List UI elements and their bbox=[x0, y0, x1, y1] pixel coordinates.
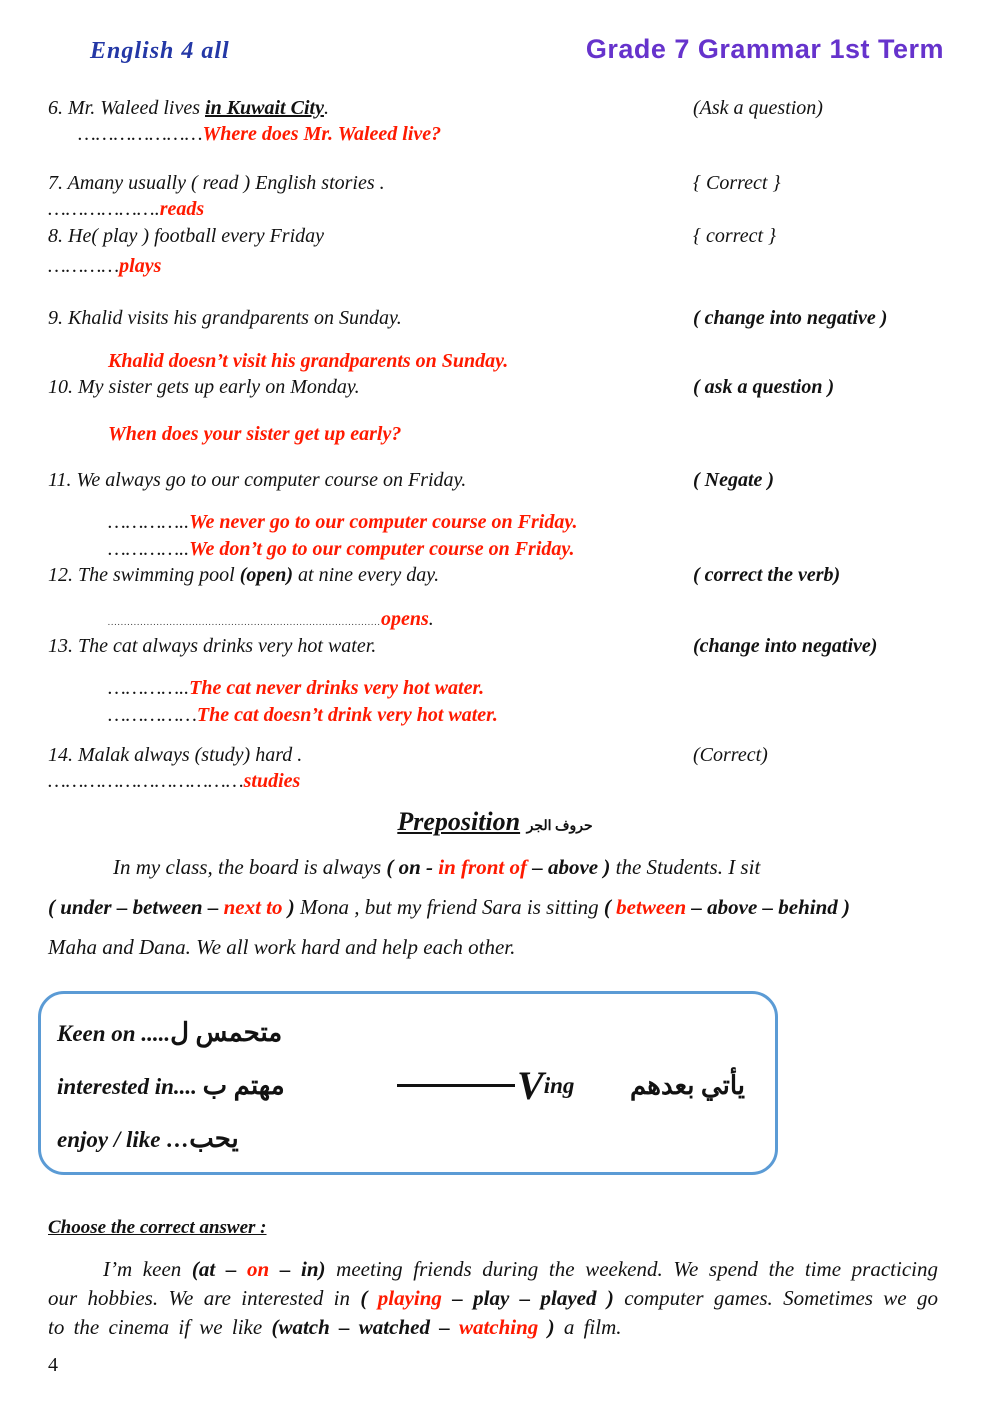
text-segment: at nine every day. bbox=[293, 564, 440, 587]
question-7 bbox=[48, 170, 948, 196]
answer-text: plays bbox=[119, 254, 162, 277]
answer-12 bbox=[48, 606, 948, 632]
text-segment: computer games. Sometimes we go to the cinema if we like bbox=[48, 1285, 938, 1339]
grammar-rule-box bbox=[38, 991, 778, 1175]
question-8-text: 8. He( play ) football every Friday bbox=[48, 224, 325, 247]
answer-11a bbox=[48, 509, 948, 535]
english-phrase: Keen on ..... bbox=[57, 1020, 171, 1046]
choose-paragraph bbox=[48, 1255, 948, 1342]
option-group: – play – played ) bbox=[441, 1285, 614, 1310]
text-segment: meeting friends during the weekend. We spend the time practicing our hobbies. We are interested in bbox=[48, 1256, 938, 1310]
text-segment: 6. Mr. Waleed lives bbox=[48, 97, 206, 119]
question-11-prompt: ( Negate ) bbox=[693, 468, 775, 491]
answer-13a bbox=[48, 675, 948, 701]
chosen-option: on bbox=[247, 1256, 270, 1281]
arabic-note: يأتي بعدهم bbox=[629, 1070, 745, 1100]
section-title-arabic: حروف الجر bbox=[526, 818, 593, 834]
answer-text: We never go to our computer course on Friday. bbox=[189, 511, 578, 534]
v-symbol: V bbox=[517, 1062, 544, 1108]
choose-heading: Choose the correct answer : bbox=[48, 1216, 267, 1238]
preposition-line-3: Maha and Dana. We all work hard and help each other. bbox=[48, 934, 516, 959]
answer-7 bbox=[48, 196, 948, 222]
question-9-prompt: ( change into negative ) bbox=[693, 307, 888, 330]
question-13-prompt: (change into negative) bbox=[693, 634, 878, 657]
dotted-leader: ………….. bbox=[108, 677, 190, 700]
answer-text: We don’t go to our computer course on Friday. bbox=[189, 537, 575, 560]
question-11 bbox=[48, 467, 948, 493]
answer-6 bbox=[48, 121, 948, 147]
chosen-option: playing bbox=[377, 1285, 442, 1310]
question-6-text bbox=[48, 95, 693, 121]
verb-in-brackets: (open) bbox=[239, 564, 294, 587]
english-phrase bbox=[57, 1071, 397, 1101]
answer-text: reads bbox=[159, 198, 205, 221]
answer-text: Where does Mr. Waleed live? bbox=[202, 123, 442, 146]
rule-row-keen-on bbox=[57, 1018, 751, 1048]
question-10 bbox=[48, 374, 948, 400]
text-segment: 12. The swimming pool bbox=[48, 564, 240, 587]
answer-text: Khalid doesn’t visit his grandparents on Sunday. bbox=[108, 349, 509, 372]
option-group: ) bbox=[282, 894, 300, 919]
dotted-leader: …………… bbox=[108, 703, 197, 726]
question-8 bbox=[48, 223, 948, 249]
question-13 bbox=[48, 633, 948, 659]
question-10-text: 10. My sister gets up early on Monday. bbox=[48, 376, 360, 399]
question-8-prompt: { correct } bbox=[693, 224, 777, 247]
page-title: Grade 7 Grammar 1st Term bbox=[585, 34, 944, 64]
arabic-translation: متحمس ل bbox=[170, 1017, 283, 1047]
answer-10 bbox=[48, 421, 948, 447]
text-segment: Mona , but my friend Sara is sitting bbox=[300, 894, 604, 919]
option-group: ( on - bbox=[386, 854, 439, 879]
answer-9 bbox=[48, 348, 948, 374]
dotted-leader: ………………. bbox=[48, 198, 160, 221]
question-6-prompt: (Ask a question) bbox=[693, 97, 823, 119]
dotted-leader: ………….. bbox=[108, 511, 190, 534]
brand-title: English 4 all bbox=[90, 38, 230, 64]
question-13-text: 13. The cat always drinks very hot water. bbox=[48, 634, 377, 657]
option-group: ( bbox=[360, 1285, 378, 1310]
preposition-line-1 bbox=[48, 847, 948, 887]
chosen-option: watching bbox=[458, 1314, 539, 1339]
dotted-leader: ………………… bbox=[78, 123, 203, 146]
chosen-option: between bbox=[616, 894, 687, 919]
rule-row-interested-in bbox=[57, 1062, 751, 1108]
option-group: ( under – between – bbox=[48, 894, 224, 919]
option-group: (watch – watched – bbox=[271, 1314, 459, 1339]
option-group: – in) bbox=[269, 1256, 326, 1281]
question-14 bbox=[48, 742, 948, 768]
question-12 bbox=[48, 562, 948, 588]
english-phrase: enjoy / like … bbox=[57, 1126, 190, 1152]
answer-text: The cat never drinks very hot water. bbox=[189, 677, 485, 700]
dotted-leader: ………….. bbox=[108, 537, 190, 560]
section-title: Preposition bbox=[397, 806, 521, 836]
question-9-text: 9. Khalid visits his grandparents on Sunday. bbox=[48, 307, 402, 330]
question-14-prompt: (Correct) bbox=[693, 744, 768, 767]
answer-11b bbox=[48, 536, 948, 562]
text-segment: . bbox=[428, 608, 434, 631]
question-10-prompt: ( ask a question ) bbox=[693, 376, 835, 399]
chosen-option: next to bbox=[223, 894, 283, 919]
dotted-leader: .................................................................................... bbox=[108, 617, 381, 628]
page-number: 4 bbox=[48, 1354, 58, 1376]
page-header bbox=[48, 34, 948, 65]
question-12-text bbox=[48, 562, 693, 588]
v-ing-group bbox=[397, 1062, 575, 1108]
arabic-translation: يحب bbox=[189, 1123, 239, 1153]
answer-text: When does your sister get up early? bbox=[108, 422, 402, 445]
arabic-translation: مهتم ب bbox=[202, 1070, 285, 1100]
answer-14 bbox=[48, 768, 948, 794]
question-7-text: 7. Amany usually ( read ) English stories . bbox=[48, 171, 385, 194]
v-ing-line bbox=[397, 1084, 515, 1087]
text-segment: . bbox=[323, 97, 329, 119]
preposition-heading bbox=[48, 807, 948, 837]
dotted-leader: ………… bbox=[48, 254, 120, 277]
text-segment: the Students. I sit bbox=[610, 854, 761, 879]
text-segment: a film. bbox=[554, 1314, 622, 1339]
question-12-prompt: ( correct the verb) bbox=[693, 564, 841, 587]
answer-text: opens bbox=[381, 608, 429, 631]
answer-8 bbox=[48, 253, 948, 279]
answer-13b bbox=[48, 702, 948, 728]
question-11-text: 11. We always go to our computer course on Friday. bbox=[48, 468, 467, 491]
chosen-option: in front of bbox=[438, 854, 527, 879]
english-phrase: interested in.... bbox=[57, 1073, 203, 1099]
answer-text: The cat doesn’t drink very hot water. bbox=[196, 703, 498, 726]
text-segment: I’m keen bbox=[103, 1256, 192, 1281]
question-6 bbox=[48, 95, 948, 121]
question-7-prompt: { Correct } bbox=[693, 171, 781, 194]
dotted-leader: …………………………… bbox=[48, 770, 244, 793]
option-group: – above ) bbox=[526, 854, 611, 879]
option-group: ) bbox=[538, 1314, 555, 1339]
question-9 bbox=[48, 305, 948, 331]
option-group: ( bbox=[603, 894, 617, 919]
preposition-line-2 bbox=[48, 887, 948, 927]
option-group: – above – behind ) bbox=[686, 894, 851, 919]
ing-suffix: ing bbox=[543, 1072, 575, 1098]
question-14-text: 14. Malak always (study) hard . bbox=[48, 744, 303, 767]
highlighted-phrase: in Kuwait City bbox=[205, 97, 324, 119]
rule-row-enjoy-like bbox=[57, 1124, 751, 1154]
text-segment: In my class, the board is always bbox=[113, 854, 387, 879]
option-group: (at – bbox=[191, 1256, 248, 1281]
answer-text: studies bbox=[243, 770, 301, 793]
